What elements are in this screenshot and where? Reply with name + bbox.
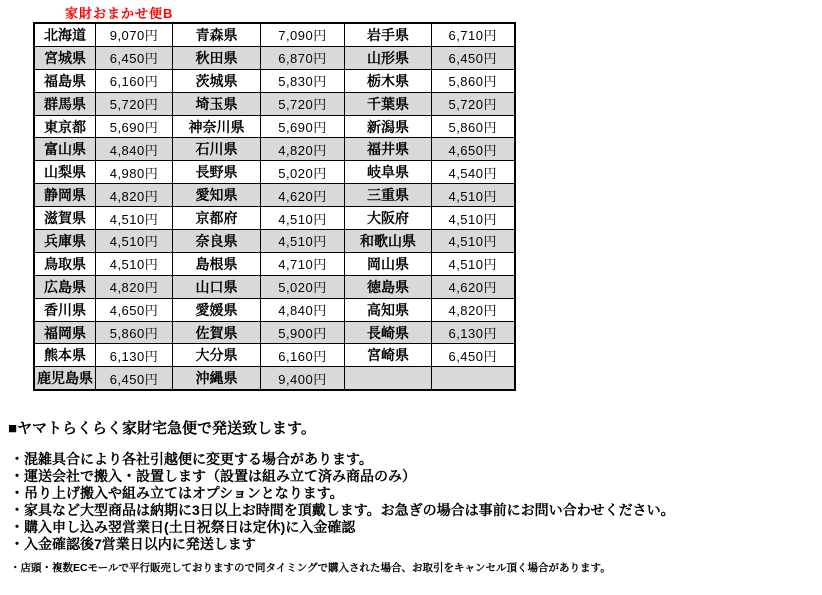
shipping-notes (8, 417, 818, 575)
price-cell: 5,020円 (261, 161, 345, 184)
prefecture-cell: 島根県 (173, 252, 261, 275)
table-row (34, 275, 515, 298)
prefecture-cell: 宮崎県 (345, 344, 432, 367)
prefecture-cell: 奈良県 (173, 230, 261, 253)
price-cell: 4,820円 (261, 138, 345, 161)
note-bullet: ・家具など大型商品は納期に3日以上お時間を頂戴します。お急ぎの場合は事前にお問い合わせください。 (10, 502, 675, 518)
price-cell: 4,510円 (432, 252, 515, 275)
price-cell: 4,820円 (432, 298, 515, 321)
price-cell: 6,450円 (432, 344, 515, 367)
prefecture-cell: 福井県 (345, 138, 432, 161)
price-cell: 6,130円 (432, 321, 515, 344)
price-cell: 4,820円 (96, 184, 173, 207)
table-row (34, 161, 515, 184)
price-cell: 5,860円 (432, 69, 515, 92)
prefecture-cell: 三重県 (345, 184, 432, 207)
prefecture-cell: 山口県 (173, 275, 261, 298)
prefecture-cell: 広島県 (34, 275, 96, 298)
prefecture-cell: 埼玉県 (173, 92, 261, 115)
prefecture-cell: 鹿児島県 (34, 367, 96, 390)
prefecture-cell: 愛知県 (173, 184, 261, 207)
prefecture-cell: 和歌山県 (345, 230, 432, 253)
price-table (33, 22, 516, 391)
price-cell: 5,900円 (261, 321, 345, 344)
prefecture-cell: 宮城県 (34, 46, 96, 69)
prefecture-cell: 富山県 (34, 138, 96, 161)
price-cell: 4,510円 (432, 207, 515, 230)
price-cell: 5,720円 (432, 92, 515, 115)
table-row (34, 207, 515, 230)
price-cell: 4,650円 (432, 138, 515, 161)
price-cell: 5,720円 (96, 92, 173, 115)
prefecture-cell: 静岡県 (34, 184, 96, 207)
prefecture-cell (345, 367, 432, 390)
prefecture-cell: 神奈川県 (173, 115, 261, 138)
table-row (34, 69, 515, 92)
table-row (34, 184, 515, 207)
price-cell: 6,450円 (96, 367, 173, 390)
prefecture-cell: 福島県 (34, 69, 96, 92)
prefecture-cell: 青森県 (173, 23, 261, 46)
price-cell: 5,020円 (261, 275, 345, 298)
table-row (34, 92, 515, 115)
price-cell: 4,510円 (261, 207, 345, 230)
price-cell: 4,510円 (96, 230, 173, 253)
prefecture-cell: 新潟県 (345, 115, 432, 138)
price-cell: 6,130円 (96, 344, 173, 367)
prefecture-cell: 栃木県 (345, 69, 432, 92)
prefecture-cell: 大分県 (173, 344, 261, 367)
prefecture-cell: 徳島県 (345, 275, 432, 298)
price-cell: 7,090円 (261, 23, 345, 46)
prefecture-cell: 岡山県 (345, 252, 432, 275)
table-row (34, 321, 515, 344)
price-cell: 4,980円 (96, 161, 173, 184)
price-cell: 6,710円 (432, 23, 515, 46)
price-cell: 9,070円 (96, 23, 173, 46)
prefecture-cell: 岩手県 (345, 23, 432, 46)
note-bullet: ・購入申し込み翌営業日(土日祝祭日は定休)に入金確認 (10, 519, 356, 535)
price-cell: 4,620円 (261, 184, 345, 207)
price-table-body (34, 23, 515, 390)
price-cell: 5,690円 (96, 115, 173, 138)
note-bullet: ・混雑具合により各社引越便に変更する場合があります。 (10, 451, 373, 467)
table-row (34, 230, 515, 253)
price-cell: 4,620円 (432, 275, 515, 298)
table-row (34, 138, 515, 161)
notes-heading: ■ヤマトらくらく家財宅急便で発送致します。 (8, 420, 316, 437)
table-row (34, 23, 515, 46)
prefecture-cell: 福岡県 (34, 321, 96, 344)
price-cell: 5,830円 (261, 69, 345, 92)
price-cell: 4,820円 (96, 275, 173, 298)
prefecture-cell: 岐阜県 (345, 161, 432, 184)
price-cell: 4,510円 (96, 207, 173, 230)
price-cell: 4,510円 (261, 230, 345, 253)
prefecture-cell: 熊本県 (34, 344, 96, 367)
prefecture-cell: 滋賀県 (34, 207, 96, 230)
prefecture-cell: 兵庫県 (34, 230, 96, 253)
prefecture-cell: 石川県 (173, 138, 261, 161)
table-row (34, 115, 515, 138)
prefecture-cell: 山梨県 (34, 161, 96, 184)
prefecture-cell: 佐賀県 (173, 321, 261, 344)
table-row (34, 252, 515, 275)
price-cell: 5,860円 (96, 321, 173, 344)
notes-list (8, 451, 818, 553)
prefecture-cell: 愛媛県 (173, 298, 261, 321)
price-cell: 5,690円 (261, 115, 345, 138)
price-cell: 4,510円 (432, 184, 515, 207)
prefecture-cell: 千葉県 (345, 92, 432, 115)
prefecture-cell: 京都府 (173, 207, 261, 230)
price-cell: 5,720円 (261, 92, 345, 115)
prefecture-cell: 沖縄県 (173, 367, 261, 390)
price-cell: 6,450円 (96, 46, 173, 69)
prefecture-cell: 鳥取県 (34, 252, 96, 275)
price-cell: 9,400円 (261, 367, 345, 390)
price-cell: 6,160円 (96, 69, 173, 92)
price-cell: 4,510円 (432, 230, 515, 253)
prefecture-cell: 山形県 (345, 46, 432, 69)
prefecture-cell: 北海道 (34, 23, 96, 46)
price-cell: 5,860円 (432, 115, 515, 138)
note-bullet: ・運送会社で搬入・設置します（設置は組み立て済み商品のみ） (10, 468, 416, 484)
table-row (34, 367, 515, 390)
prefecture-cell: 茨城県 (173, 69, 261, 92)
page-title: 家財おまかせ便B (65, 6, 174, 21)
price-cell: 4,540円 (432, 161, 515, 184)
price-cell (432, 367, 515, 390)
prefecture-cell: 長崎県 (345, 321, 432, 344)
price-cell: 6,160円 (261, 344, 345, 367)
prefecture-cell: 大阪府 (345, 207, 432, 230)
table-row (34, 344, 515, 367)
prefecture-cell: 香川県 (34, 298, 96, 321)
price-cell: 4,510円 (96, 252, 173, 275)
table-row (34, 298, 515, 321)
price-cell: 4,650円 (96, 298, 173, 321)
price-cell: 6,450円 (432, 46, 515, 69)
prefecture-cell: 秋田県 (173, 46, 261, 69)
notes-footnote: ・店頭・複数ECモールで平行販売しておりますので同タイミングで購入された場合、お取引をキャンセル頂く場合があります。 (10, 562, 611, 574)
note-bullet: ・入金確認後7営業日以内に発送します (10, 536, 256, 552)
note-bullet: ・吊り上げ搬入や組み立てはオプションとなります。 (10, 485, 344, 501)
prefecture-cell: 東京都 (34, 115, 96, 138)
price-cell: 4,710円 (261, 252, 345, 275)
price-cell: 6,870円 (261, 46, 345, 69)
prefecture-cell: 高知県 (345, 298, 432, 321)
table-row (34, 46, 515, 69)
price-cell: 4,840円 (96, 138, 173, 161)
prefecture-cell: 群馬県 (34, 92, 96, 115)
price-cell: 4,840円 (261, 298, 345, 321)
prefecture-cell: 長野県 (173, 161, 261, 184)
